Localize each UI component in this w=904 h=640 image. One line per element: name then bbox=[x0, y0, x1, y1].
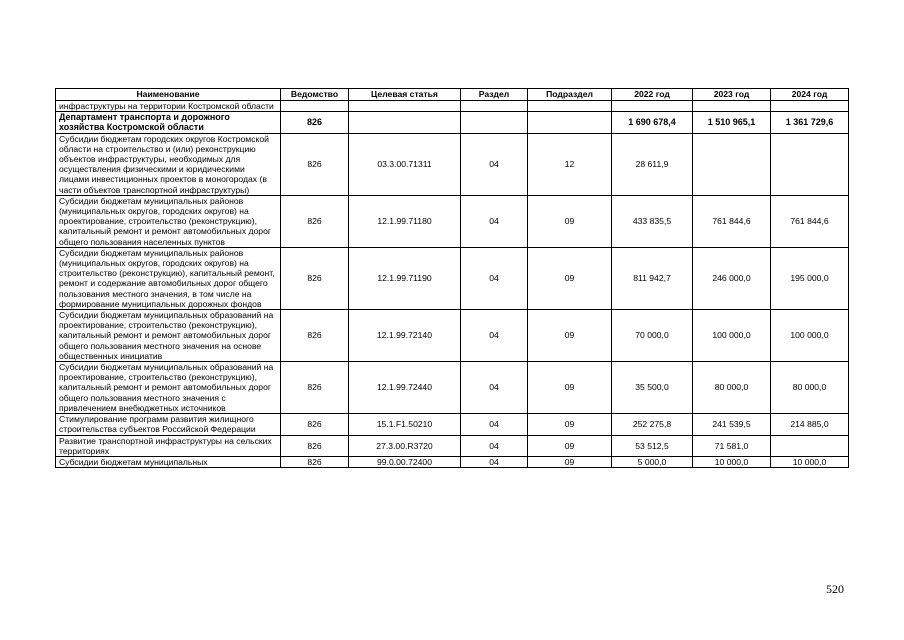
cell-section: 04 bbox=[461, 456, 528, 467]
cell-code bbox=[349, 112, 461, 133]
cell-2022: 5 000,0 bbox=[612, 456, 693, 467]
cell-name: Субсидии бюджетам городских округов Костромской области на строительство и (или) реконструкцию объектов инфраструктуры, необходимых для осуществления физическими и юридическими лицами инвестиционных проектов в моногородах (в части объектов транспортной инфраструктуры) bbox=[56, 133, 281, 195]
cell-2023 bbox=[693, 133, 771, 195]
cell-2024: 80 000,0 bbox=[771, 362, 849, 414]
cell-2023: 100 000,0 bbox=[693, 310, 771, 362]
cell-dept: 826 bbox=[281, 414, 349, 435]
cell-2023: 241 539,5 bbox=[693, 414, 771, 435]
cell-dept: 826 bbox=[281, 310, 349, 362]
cell-name: Субсидии бюджетам муниципальных образований на проектирование, строительство (реконструкцию), капитальный ремонт и ремонт автомобильных дорог общего пользования местного значения на основе общественных инициатив bbox=[56, 310, 281, 362]
cell-dept: 826 bbox=[281, 362, 349, 414]
cell-name: Субсидии бюджетам муниципальных районов (муниципальных округов, городских округов) на проектирование, строительство (реконструкцию), капитальный ремонт и ремонт автомобильных дорог общего пользования населенных пунктов bbox=[56, 195, 281, 247]
cell-dept: 826 bbox=[281, 456, 349, 467]
cell-name: Развитие транспортной инфраструктуры на сельских территориях bbox=[56, 435, 281, 456]
cell-name: Субсидии бюджетам муниципальных bbox=[56, 456, 281, 467]
cell-2024: 195 000,0 bbox=[771, 247, 849, 309]
cell-2024 bbox=[771, 133, 849, 195]
cell-section bbox=[461, 112, 528, 133]
cell-subsection bbox=[528, 112, 612, 133]
table-row bbox=[56, 195, 849, 247]
cell-2023: 71 581,0 bbox=[693, 435, 771, 456]
table-row bbox=[56, 414, 849, 435]
cell-code: 03.3.00.71311 bbox=[349, 133, 461, 195]
cell-section: 04 bbox=[461, 414, 528, 435]
header-2022: 2022 год bbox=[612, 89, 693, 101]
cell-code: 12.1.99.72440 bbox=[349, 362, 461, 414]
cell-code: 12.1.99.71190 bbox=[349, 247, 461, 309]
cell-2022: 252 275,8 bbox=[612, 414, 693, 435]
table-row bbox=[56, 435, 849, 456]
cell-2022: 1 690 678,4 bbox=[612, 112, 693, 133]
cell-2022: 28 611,9 bbox=[612, 133, 693, 195]
cell-2022: 70 000,0 bbox=[612, 310, 693, 362]
cell-2022: 53 512,5 bbox=[612, 435, 693, 456]
cell-section bbox=[461, 101, 528, 112]
cell-subsection: 09 bbox=[528, 195, 612, 247]
cell-subsection: 09 bbox=[528, 362, 612, 414]
table-row bbox=[56, 101, 849, 112]
cell-section: 04 bbox=[461, 247, 528, 309]
cell-dept: 826 bbox=[281, 435, 349, 456]
table-row bbox=[56, 456, 849, 467]
cell-2022: 811 942,7 bbox=[612, 247, 693, 309]
budget-table bbox=[55, 88, 849, 468]
table-row bbox=[56, 112, 849, 133]
cell-code: 12.1.99.72140 bbox=[349, 310, 461, 362]
page-number: 520 bbox=[826, 582, 844, 596]
cell-section: 04 bbox=[461, 133, 528, 195]
cell-2024: 214 885,0 bbox=[771, 414, 849, 435]
cell-2024: 1 361 729,6 bbox=[771, 112, 849, 133]
cell-code: 27.3.00.R3720 bbox=[349, 435, 461, 456]
cell-dept: 826 bbox=[281, 112, 349, 133]
cell-2023 bbox=[693, 101, 771, 112]
table-body bbox=[56, 101, 849, 468]
header-dept: Ведомство bbox=[281, 89, 349, 101]
cell-name: Департамент транспорта и дорожного хозяйства Костромской области bbox=[56, 112, 281, 133]
cell-subsection: 09 bbox=[528, 247, 612, 309]
header-section: Раздел bbox=[461, 89, 528, 101]
table-row bbox=[56, 310, 849, 362]
cell-section: 04 bbox=[461, 310, 528, 362]
cell-section: 04 bbox=[461, 435, 528, 456]
cell-2022 bbox=[612, 101, 693, 112]
table-row bbox=[56, 247, 849, 309]
cell-dept: 826 bbox=[281, 195, 349, 247]
cell-2024 bbox=[771, 435, 849, 456]
cell-subsection bbox=[528, 101, 612, 112]
cell-2024: 761 844,6 bbox=[771, 195, 849, 247]
cell-name: инфраструктуры на территории Костромской области bbox=[56, 101, 281, 112]
cell-2024: 10 000,0 bbox=[771, 456, 849, 467]
cell-2024 bbox=[771, 101, 849, 112]
cell-subsection: 09 bbox=[528, 456, 612, 467]
cell-2023: 246 000,0 bbox=[693, 247, 771, 309]
cell-dept: 826 bbox=[281, 133, 349, 195]
cell-name: Субсидии бюджетам муниципальных образований на проектирование, строительство (реконструкцию), капитальный ремонт и ремонт автомобильных дорог общего пользования местного значения с привлечением внебюджетных источников bbox=[56, 362, 281, 414]
cell-2022: 433 835,5 bbox=[612, 195, 693, 247]
header-2024: 2024 год bbox=[771, 89, 849, 101]
budget-table-sheet bbox=[55, 88, 848, 468]
table-row bbox=[56, 133, 849, 195]
cell-2023: 1 510 965,1 bbox=[693, 112, 771, 133]
cell-subsection: 12 bbox=[528, 133, 612, 195]
cell-2023: 80 000,0 bbox=[693, 362, 771, 414]
cell-2023: 761 844,6 bbox=[693, 195, 771, 247]
cell-subsection: 09 bbox=[528, 414, 612, 435]
cell-dept bbox=[281, 101, 349, 112]
cell-name: Стимулирование программ развития жилищного строительства субъектов Российской Федерации bbox=[56, 414, 281, 435]
table-row bbox=[56, 362, 849, 414]
cell-dept: 826 bbox=[281, 247, 349, 309]
header-subsection: Подраздел bbox=[528, 89, 612, 101]
cell-code: 15.1.F1.50210 bbox=[349, 414, 461, 435]
header-name: Наименование bbox=[56, 89, 281, 101]
cell-2024: 100 000,0 bbox=[771, 310, 849, 362]
cell-subsection: 09 bbox=[528, 435, 612, 456]
header-code: Целевая статья bbox=[349, 89, 461, 101]
cell-2023: 10 000,0 bbox=[693, 456, 771, 467]
cell-code: 99.0.00.72400 bbox=[349, 456, 461, 467]
cell-section: 04 bbox=[461, 362, 528, 414]
table-header-row bbox=[56, 89, 849, 101]
header-2023: 2023 год bbox=[693, 89, 771, 101]
cell-2022: 35 500,0 bbox=[612, 362, 693, 414]
cell-section: 04 bbox=[461, 195, 528, 247]
cell-subsection: 09 bbox=[528, 310, 612, 362]
cell-name: Субсидии бюджетам муниципальных районов (муниципальных округов, городских округов) на строительство (реконструкцию), капитальный ремонт, ремонт и содержание автомобильных дорог общего пользования местного значения, в том числе на формирование муниципальных дорожных фондов bbox=[56, 247, 281, 309]
cell-code: 12.1.99.71180 bbox=[349, 195, 461, 247]
cell-code bbox=[349, 101, 461, 112]
